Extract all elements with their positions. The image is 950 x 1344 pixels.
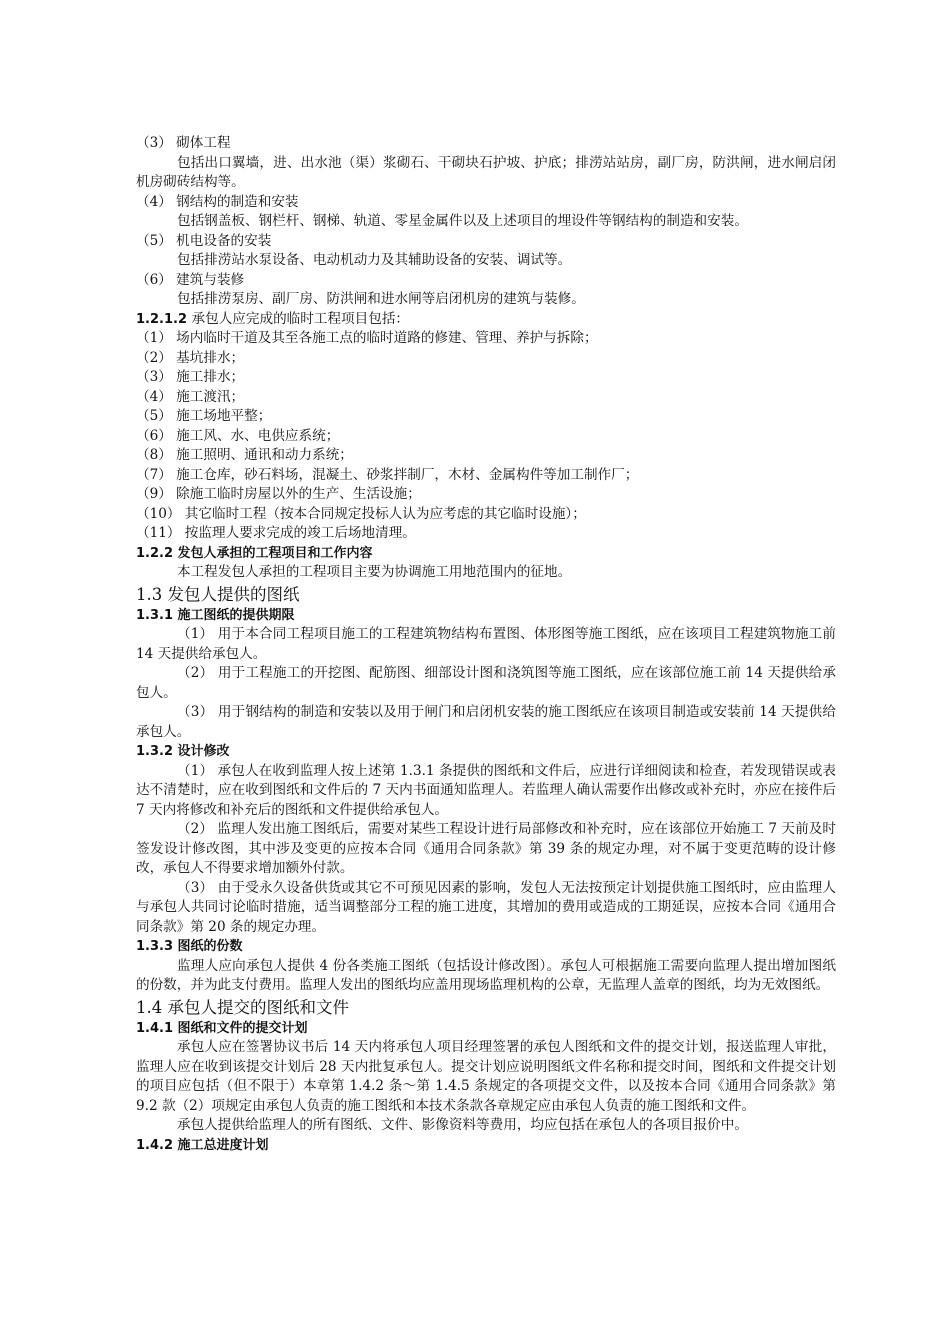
list-item: （6） 建筑与装修 [136,271,245,288]
chapter-heading: 1.3 发包人提供的图纸 [136,584,300,604]
body-paragraph: 包括排涝泵房、副厂房、防洪闸和进水闸等启闭机房的建筑与装修。 [177,291,585,307]
body-paragraph: （3） 用于钢结构的制造和安装以及用于闸门和启闭机安装的施工图纸应在该项目制造或安装前 14 天提供给承包人。 [136,704,836,740]
body-paragraph: 监理人应向承包人提供 4 份各类施工图纸（包括设计修改图）。承包人可根据施工需要向监理人提出增加图纸的份数，并为此支付费用。监理人发出的图纸均应盖用现场监理机构的公章，无监理人盖章的图纸，均为无效图纸。 [136,957,836,993]
list-item: （7） 施工仓库，砂石料场，混凝土、砂浆拌制厂，木材、金属构件等加工制作厂； [136,466,639,483]
list-item: （3） 施工排水； [136,369,245,385]
body-paragraph: 承包人提供给监理人的所有图纸、文件、影像资料等费用，均应包括在承包人的各项目报价中。 [177,1117,748,1133]
list-item: （10） 其它临时工程（按本合同规定投标人认为应考虑的其它临时设施）； [136,505,586,522]
section-heading: 1.3.2 设计修改 [136,744,230,759]
section-heading: 1.2.2 发包人承担的工程项目和工作内容 [136,545,373,561]
clause-heading [136,310,836,330]
body-paragraph: 本工程发包人承担的工程项目主要为协调施工用地范围内的征地。 [177,564,572,580]
chapter-heading: 1.4 承包人提交的图纸和文件 [136,997,349,1017]
clause-text: 承包人应完成的临时工程项目包括： [191,310,410,327]
section-heading: 1.3.1 施工图纸的提供期限 [136,607,295,623]
list-item: （11） 按监理人要求完成的竣工后场地清理。 [136,525,416,541]
body-paragraph: （2） 监理人发出施工图纸后，需要对某些工程设计进行局部修改和补充时，应在该部位开始施工 7 天前及时签发设计修改图，其中涉及变更的应按本合同《通用合同条款》第 39 条的规定办理，对不属于变更范畴的设计修改，承包人不得要求增加额外付款。 [136,821,836,876]
list-item: （4） 钢结构的制造和安装 [136,193,299,210]
list-item: （2） 基坑排水； [136,349,245,366]
body-paragraph: （3） 由于受永久设备供货或其它不可预见因素的影响，发包人无法按预定计划提供施工图纸时，应由监理人与承包人共同讨论临时措施，适当调整部分工程的施工进度，其增加的费用或造成的工期延误，应按本合同《通用合同条款》第 20 条的规定办理。 [136,879,836,935]
list-item: （5） 施工场地平整； [136,408,272,424]
body-paragraph: 包括排涝站水泵设备、电动机动力及其辅助设备的安装、调试等。 [177,252,572,268]
list-item: （8） 施工照明、通讯和动力系统； [136,447,353,463]
section-heading: 1.4.2 施工总进度计划 [136,1137,269,1153]
document-page [136,134,836,1155]
list-item: （9） 除施工临时房屋以外的生产、生活设施； [136,486,421,502]
body-paragraph: （1） 承包人在收到监理人按上述第 1.3.1 条提供的图纸和文件后，应进行详细阅读和检查，若发现错误或表达不清楚时，应在收到图纸和文件后的 7 天内书面通知监理人。若监理人确认需要作出修改或补充时，亦应在接件后 7 天内将修改和补充后的图纸和文件提供给承包人。 [136,762,836,818]
body-paragraph: （1） 用于本合同工程项目施工的工程建筑物结构布置图、体形图等施工图纸，应在该项目工程建筑物施工前 14 天提供给承包人。 [136,626,836,662]
list-item: （6） 施工风、水、电供应系统； [136,427,340,444]
section-heading: 1.4.1 图纸和文件的提交计划 [136,1020,308,1036]
body-paragraph: 承包人应在签署协议书后 14 天内将承包人项目经理签署的承包人图纸和文件的提交计划，报送监理人审批，监理人应在收到该提交计划后 28 天内批复承包人。提交计划应说明图纸文件名称和提交时间，图纸和文件提交计划的项目应包括（但不限于）本章第 1.4.2 条～第 1.4.5 条规定的各项提交文件，以及按本合同《通用合同条款》第 9.2 款（2）项规定由承包人负责的施工图纸和本技术条款各章规定应由承包人负责的施工图纸和文件。 [136,1039,836,1114]
body-paragraph: 包括出口翼墙，进、出水池（渠）浆砌石、干砌块石护坡、护底；排涝站站房，副厂房，防洪闸，进水闸启闭机房砌砖结构等。 [136,154,836,190]
list-item: （4） 施工渡汛； [136,388,245,405]
clause-number: 1.2.1.2 [136,311,187,327]
list-item: （1） 场内临时干道及其至各施工点的临时道路的修建、管理、养护与拆除； [136,330,598,346]
section-heading: 1.3.3 图纸的份数 [136,939,243,954]
body-paragraph: 包括钢盖板、钢栏杆、钢梯、轨道、零星金属件以及上述项目的埋设件等钢结构的制造和安装。 [177,213,748,229]
list-item: （3） 砌体工程 [136,135,231,151]
list-item: （5） 机电设备的安装 [136,232,272,249]
body-paragraph: （2） 用于工程施工的开挖图、配筋图、细部设计图和浇筑图等施工图纸，应在该部位施工前 14 天提供给承包人。 [136,665,836,701]
